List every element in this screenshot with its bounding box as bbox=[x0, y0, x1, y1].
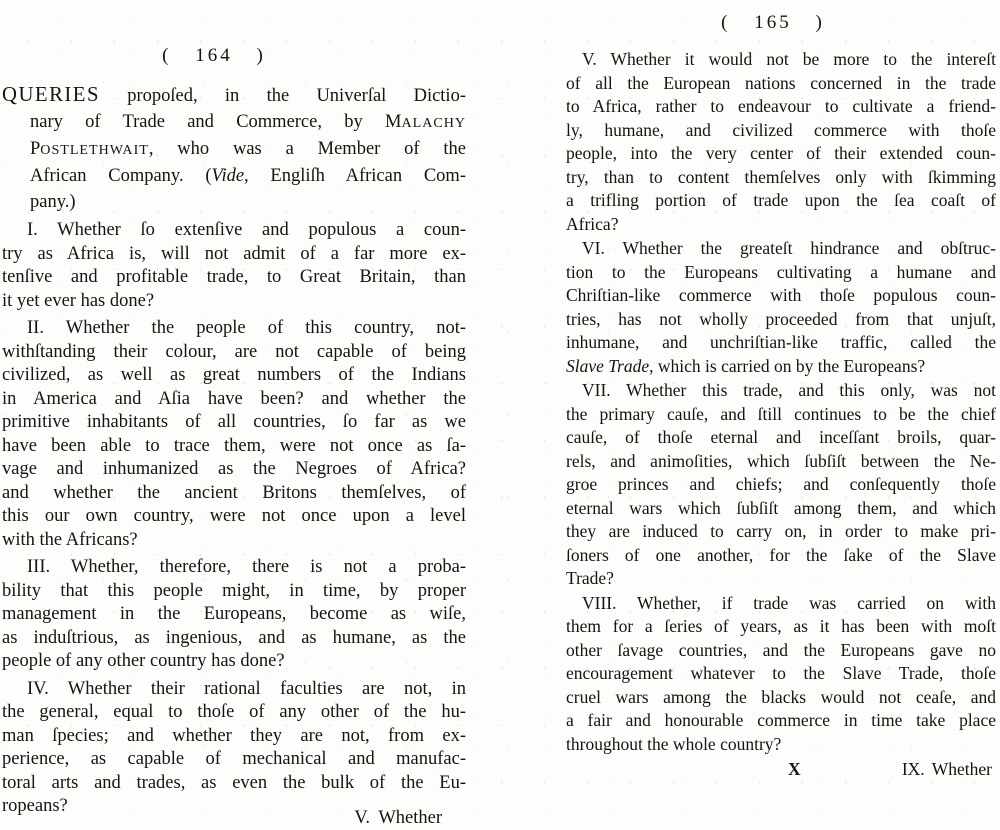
text-line: eternal wars which ſubſiſt among them, and which bbox=[566, 497, 996, 521]
text-line: bility that this people might, in time, by proper bbox=[2, 580, 466, 604]
text-line: cruel wars among the blacks would not ceaſe, and bbox=[566, 686, 996, 710]
page-right-text-block bbox=[566, 48, 996, 756]
paragraph-heading bbox=[2, 82, 466, 215]
paragraph-query-6 bbox=[566, 237, 996, 378]
catchword-left-row bbox=[2, 807, 466, 830]
paragraph-query-3 bbox=[2, 556, 466, 674]
text-line: ropeans? bbox=[2, 795, 466, 819]
text-line: VI. Whether the greateſt hindrance and obſtruc- bbox=[566, 237, 996, 261]
text-line: ſoners of one another, for the ſake of the Slave bbox=[566, 544, 996, 568]
text-line: POSTLETHWAIT, who was a Member of the bbox=[2, 136, 466, 163]
text-line: inhumane, and unchriſtian-like traffic, called the bbox=[566, 331, 996, 355]
paragraph-query-1 bbox=[2, 219, 466, 313]
text-line: try, than to content themſelves only with ſkimming bbox=[566, 166, 996, 190]
text-line: pany.) bbox=[2, 189, 466, 215]
text-line: have been able to trace them, were not once as ſa- bbox=[2, 435, 466, 459]
text-line: to Africa, rather to endeavour to cultivate a friend- bbox=[566, 95, 996, 119]
signature-catchword-row bbox=[566, 758, 996, 784]
page-right-165 bbox=[566, 0, 996, 784]
text-line: nary of Trade and Commerce, by MALACHY bbox=[2, 109, 466, 136]
text-line: I. Whether ſo extenſive and populous a coun- bbox=[2, 219, 466, 243]
text-line: cauſe, of thoſe eternal and inceſſant broils, quar- bbox=[566, 426, 996, 450]
text-line: civilized, as well as great numbers of the Indians bbox=[2, 364, 466, 388]
text-line: Trade? bbox=[566, 567, 996, 591]
text-line: II. Whether the people of this country, not- bbox=[2, 317, 466, 341]
text-line: it yet ever has done? bbox=[2, 290, 466, 314]
text-line: tion to the Europeans cultivating a humane and bbox=[566, 261, 996, 285]
text-line: perience, as capable of mechanical and manufac- bbox=[2, 748, 466, 772]
catchword-left: V. Whether bbox=[354, 808, 442, 828]
text-line: of all the European nations concerned in the trade bbox=[566, 72, 996, 96]
text-line: primitive inhabitants of all countries, ſo far as we bbox=[2, 411, 466, 435]
text-line: with the Africans? bbox=[2, 529, 466, 553]
paragraph-query-7 bbox=[566, 379, 996, 591]
catchword-right: IX. Whether bbox=[902, 758, 992, 782]
text-line: rels, and animoſities, which ſubſiſt between the Ne- bbox=[566, 450, 996, 474]
text-line: the general, equal to thoſe of any other of the hu- bbox=[2, 701, 466, 725]
text-line: tenſive and profitable trade, to Great Britain, than bbox=[2, 266, 466, 290]
paragraph-query-4 bbox=[2, 678, 466, 819]
text-line: Chriſtian-like commerce with thoſe populous coun- bbox=[566, 284, 996, 308]
text-line: tries, has not wholly proceeded from that unjuſt, bbox=[566, 308, 996, 332]
text-line: man ſpecies; and whether they are not, from ex- bbox=[2, 725, 466, 749]
text-line: IV. Whether their rational faculties are not, in bbox=[2, 678, 466, 702]
paragraph-query-8 bbox=[566, 592, 996, 757]
text-line: withſtanding their colour, are not capable of being bbox=[2, 341, 466, 365]
text-line: V. Whether it would not be more to the intereſt bbox=[566, 48, 996, 72]
text-line: a trifling portion of trade upon the ſea coaſt of bbox=[566, 189, 996, 213]
text-line: people of any other country has done? bbox=[2, 650, 466, 674]
text-line: African Company. (Vide, Engliſh African Com- bbox=[2, 163, 466, 189]
text-line: QUERIES propoſed, in the Univerſal Dictio- bbox=[2, 82, 466, 109]
text-line: Slave Trade, which is carried on by the Europeans? bbox=[566, 355, 996, 379]
page-number-right: ( 165 ) bbox=[566, 12, 980, 34]
text-line: they are induced to carry on, in order to make pri- bbox=[566, 520, 996, 544]
paragraph-query-2 bbox=[2, 317, 466, 552]
text-line: other ſavage countries, and the Europeans gave no bbox=[566, 639, 996, 663]
text-line: in America and Aſia have been? and whether the bbox=[2, 388, 466, 412]
page-left-text-block bbox=[2, 82, 466, 819]
page-number-left: ( 164 ) bbox=[2, 45, 426, 67]
text-line: ly, humane, and civilized commerce with thoſe bbox=[566, 119, 996, 143]
text-line: management in the Europeans, become as wiſe, bbox=[2, 603, 466, 627]
text-line: toral arts and trades, as even the bulk of the Eu- bbox=[2, 772, 466, 796]
text-line: III. Whether, therefore, there is not a proba- bbox=[2, 556, 466, 580]
text-line: the primary cauſe, and ſtill continues to be the chief bbox=[566, 403, 996, 427]
paragraph-query-5 bbox=[566, 48, 996, 236]
text-line: a fair and honourable commerce in time take place bbox=[566, 709, 996, 733]
text-line: as induſtrious, as ingenious, and as humane, as the bbox=[2, 627, 466, 651]
text-line: vage and inhumanized as the Negroes of Africa? bbox=[2, 458, 466, 482]
text-line: and whether the ancient Britons themſelves, of bbox=[2, 482, 466, 506]
text-line: people, into the very center of their extended coun- bbox=[566, 142, 996, 166]
text-line: VII. Whether this trade, and this only, was not bbox=[566, 379, 996, 403]
page-left-164 bbox=[2, 0, 466, 830]
text-line: encouragement whatever to the Slave Trade, thoſe bbox=[566, 662, 996, 686]
signature-mark: X bbox=[788, 758, 802, 782]
text-line: this our own country, were not once upon a level bbox=[2, 505, 466, 529]
text-line: try as Africa is, will not admit of a far more ex- bbox=[2, 243, 466, 267]
text-line: them for a ſeries of years, as it has been with moſt bbox=[566, 615, 996, 639]
text-line: throughout the whole country? bbox=[566, 733, 996, 757]
text-line: Africa? bbox=[566, 213, 996, 237]
text-line: groe princes and chiefs; and conſequently thoſe bbox=[566, 473, 996, 497]
text-line: VIII. Whether, if trade was carried on with bbox=[566, 592, 996, 616]
